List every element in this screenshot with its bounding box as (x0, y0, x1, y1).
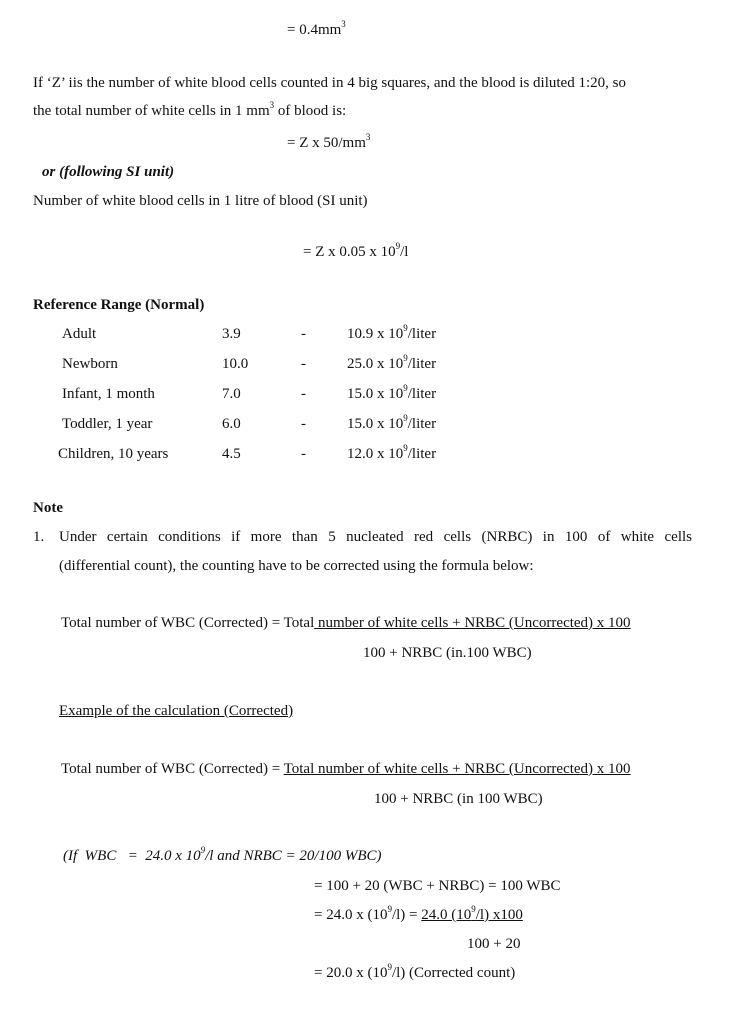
ref-high (347, 445, 436, 463)
ref-label: Children, 10 years (58, 446, 169, 462)
formula-lhs: Total number of WBC (Corrected) = Total (61, 615, 315, 631)
superscript: 9 (395, 241, 401, 251)
equation-text: = Z x 50/mm (287, 135, 366, 151)
superscript: 9 (403, 323, 408, 333)
ref-label: Infant, 1 month (62, 386, 155, 402)
superscript: 3 (269, 100, 275, 110)
calc-text: = 24.0 x (10 (314, 907, 388, 923)
formula-numerator: number of white cells + NRBC (Uncorrected) x 100 (314, 615, 631, 631)
formula-numerator: Total number of white cells + NRBC (Uncorrected) x 100 (283, 761, 631, 777)
ref-low: 7.0 (222, 386, 241, 402)
equation-mm3 (287, 134, 370, 152)
ref-high-text: 10.9 x 10 (347, 326, 404, 342)
ref-high (347, 355, 436, 373)
example-heading: Example of the calculation (Corrected) (59, 703, 294, 719)
ref-high (347, 415, 436, 433)
ref-dash: - (301, 356, 306, 372)
intro-text: the total number of white cells in 1 mm (33, 103, 270, 119)
superscript: 9 (403, 353, 408, 363)
ref-high (347, 325, 436, 343)
calc-text: = 20.0 x (10 (314, 965, 388, 981)
superscript: 9 (471, 904, 476, 914)
intro-line-1: If ‘Z’ iis the number of white blood cells counted in 4 big squares, and the blood is diluted 1:20, so (33, 75, 626, 91)
ref-low: 3.9 (222, 326, 241, 342)
equation-volume (287, 21, 346, 39)
note-line-2: (differential count), the counting have to be corrected using the formula below: (59, 558, 534, 574)
ref-label: Newborn (62, 356, 118, 372)
superscript: 3 (341, 19, 346, 29)
formula-corrected (61, 614, 631, 632)
ref-high-text: 12.0 x 10 (347, 446, 404, 462)
calc-numerator (421, 904, 523, 923)
ref-dash: - (301, 326, 306, 342)
reference-title: Reference Range (Normal) (33, 297, 205, 313)
equation-text: = 0.4mm (287, 22, 342, 38)
superscript: 9 (387, 962, 392, 972)
note-number: 1. (33, 529, 45, 545)
ref-low: 4.5 (222, 446, 241, 462)
ref-label: Adult (62, 326, 97, 342)
ref-high-text: /liter (407, 356, 437, 372)
formula-denominator: 100 + NRBC (in 100 WBC) (374, 791, 543, 807)
note-title: Note (33, 500, 63, 516)
calc-step-3: 100 + 20 (467, 936, 521, 952)
ref-high-text: 25.0 x 10 (347, 356, 404, 372)
ref-high-text: /liter (407, 326, 437, 342)
note-line-1: Under certain conditions if more than 5 nucleated red cells (NRBC) in 100 of white cells (59, 529, 692, 545)
ref-low: 6.0 (222, 416, 241, 432)
superscript: 9 (403, 383, 408, 393)
ref-label: Toddler, 1 year (62, 416, 153, 432)
superscript: 9 (403, 443, 408, 453)
ref-dash: - (301, 416, 306, 432)
calc-text: 24.0 (10 (421, 907, 472, 923)
ref-high-text: 15.0 x 10 (347, 416, 404, 432)
ref-high-text: /liter (407, 386, 437, 402)
given-values (63, 847, 381, 865)
ref-high (347, 385, 436, 403)
calc-text: /l) = (391, 907, 422, 923)
equation-si (303, 243, 408, 261)
superscript: 9 (387, 904, 392, 914)
superscript: 3 (365, 132, 371, 142)
calc-step-2 (314, 906, 523, 924)
intro-line-2 (33, 102, 346, 120)
calc-text: /l) (Corrected count) (391, 965, 516, 981)
si-heading: or (following SI unit) (42, 164, 175, 180)
ref-high-text: 15.0 x 10 (347, 386, 404, 402)
superscript: 9 (403, 413, 408, 423)
formula-example (61, 760, 631, 778)
ref-high-text: /liter (407, 446, 437, 462)
ref-dash: - (301, 386, 306, 402)
superscript: 9 (200, 845, 206, 855)
formula-denominator: 100 + NRBC (in.100 WBC) (363, 645, 532, 661)
given-text: (If WBC = 24.0 x 10 (63, 848, 201, 864)
formula-lhs: Total number of WBC (Corrected) = (61, 761, 284, 777)
equation-text: = Z x 0.05 x 10 (303, 244, 396, 260)
equation-text: /l (400, 244, 409, 260)
ref-high-text: /liter (407, 416, 437, 432)
calc-step-1: = 100 + 20 (WBC + NRBC) = 100 WBC (314, 878, 561, 894)
ref-low: 10.0 (222, 356, 249, 372)
given-text: /l and NRBC = 20/100 WBC) (205, 848, 382, 864)
ref-dash: - (301, 446, 306, 462)
calc-text: /l) x100 (475, 907, 523, 923)
si-description: Number of white blood cells in 1 litre of blood (SI unit) (33, 193, 368, 209)
calc-step-4 (314, 964, 515, 982)
intro-text: of blood is: (274, 103, 347, 119)
